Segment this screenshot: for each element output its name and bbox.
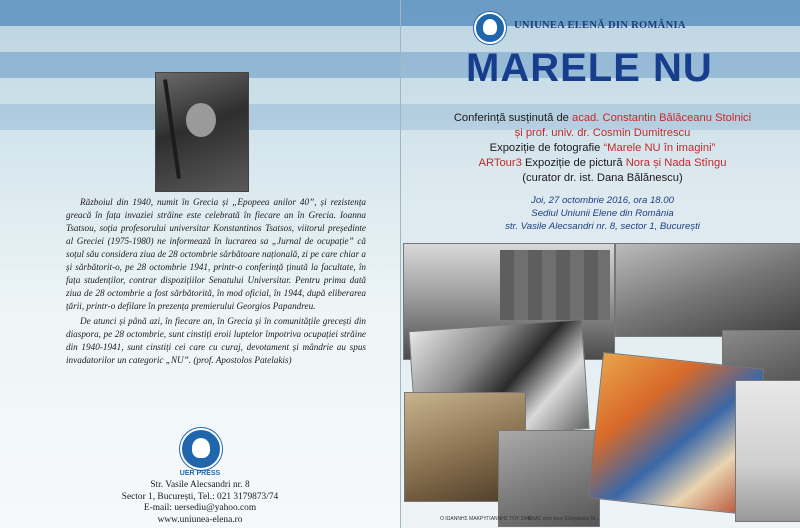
soldier-photo: [498, 430, 600, 527]
poster-title: MARELE NU: [466, 46, 713, 90]
speaker-line: [405, 127, 800, 139]
photo-caption: Ο ΙΩΑΝΝΗΣ ΜΑΚΡΥΓΙΑΝΝΗΣ ΤΟΥ 1940: [440, 516, 532, 522]
article-text: [66, 196, 366, 369]
address-line: Str. Vasile Alecsandri nr. 8: [150, 480, 250, 490]
rifle-shape: [163, 79, 181, 179]
painting-exhibition-line: [405, 157, 800, 169]
contact-block: [100, 480, 300, 526]
train-photo: [500, 250, 610, 320]
speaker-1: acad. Constantin Bălăceanu Stolnici: [572, 112, 752, 124]
painter-names: Nora și Nada Stîngu: [625, 157, 727, 169]
logo-label: UER PRESS: [179, 470, 221, 477]
flag-stripe: [0, 0, 400, 26]
painting-exhibition-prefix: Expoziție de pictură: [521, 157, 626, 169]
organization-name: UNIUNEA ELENĂ DIN ROMÂNIA: [514, 20, 686, 31]
event-address: str. Vasile Alecsandri nr. 8, sector 1, București: [505, 221, 700, 232]
page-fold: [400, 0, 401, 528]
photo-exhibition-title: “Marele NU în imagini”: [603, 142, 716, 154]
address-phone-line: Sector 1, București, Tel.: 021 3179873/74: [121, 491, 279, 502]
soldier-portrait-photo: [155, 72, 249, 192]
artour-label: ARTour3: [478, 157, 522, 169]
photo-exhibition-line: [405, 142, 800, 154]
conference-line: [405, 112, 800, 124]
photo-exhibition-prefix: Expoziție de fotografie: [489, 142, 604, 154]
event-date: Joi, 27 octombrie 2016, ora 18.00: [531, 195, 674, 206]
conference-prefix: Conferință susținută de: [453, 112, 573, 124]
curator-line: (curator dr. ist. Dana Bălănescu): [522, 172, 683, 184]
lone-soldier-photo: [735, 380, 800, 522]
speaker-2: și prof. univ. dr. Cosmin Dumitrescu: [514, 127, 691, 139]
website-line: www.uniunea-elena.ro: [157, 514, 243, 525]
uer-press-logo-icon: [180, 428, 222, 470]
union-logo-icon: [474, 12, 506, 44]
article-paragraph: Războiul din 1940, numit în Grecia și „Epopeea anilor 40”, și rezistența greacă în fața invaziei străine este celebrată în fiecare an în Grecia. Ioanna Tsatsou, soția profesorului universitar Konstantinos Tsatsos, viitorul președinte al Greciei (1975-1980) ne informează în lucrarea sa „Jurnal de ocupație” că soțul său considera ziua de 28 octombrie sărbătoare națională, zi pe care chiar a și sărbătorit-o, pe 28 octombrie 1941, printr-o conferință ținută la facultate, în fața studenților, contrar dispozițiilor Senatului Universitar. Pentru prima dată ziua de 28 octombrie a fost sărbătorită, în mod oficial, în 1944, după eliberarea țării, printr-o defilare în prezența premierului Georgios Papandreu.: [66, 197, 366, 311]
article-paragraph: De atunci și până azi, în fiecare an, în Grecia și în comunitățile grecești din diaspora, pe 28 octombrie, sunt cinstiți eroii luptelor împotriva ocupației străine din 1940-1941, sunt cinstiți cei care cu curaj, devotament și mândrie au spus invadatorilor un categoric „NU”. (prof. Apostolos Patelakis): [66, 316, 366, 365]
email-line: E-mail: uersediu@yahoo.com: [143, 503, 257, 513]
marching-soldiers-photo: [615, 243, 800, 337]
photo-caption: ΕΝΑΣ από τους Ελληνικούς Μ...: [528, 516, 600, 522]
event-venue: Sediul Uniunii Elene din România: [531, 208, 674, 219]
face-shape: [186, 103, 216, 137]
